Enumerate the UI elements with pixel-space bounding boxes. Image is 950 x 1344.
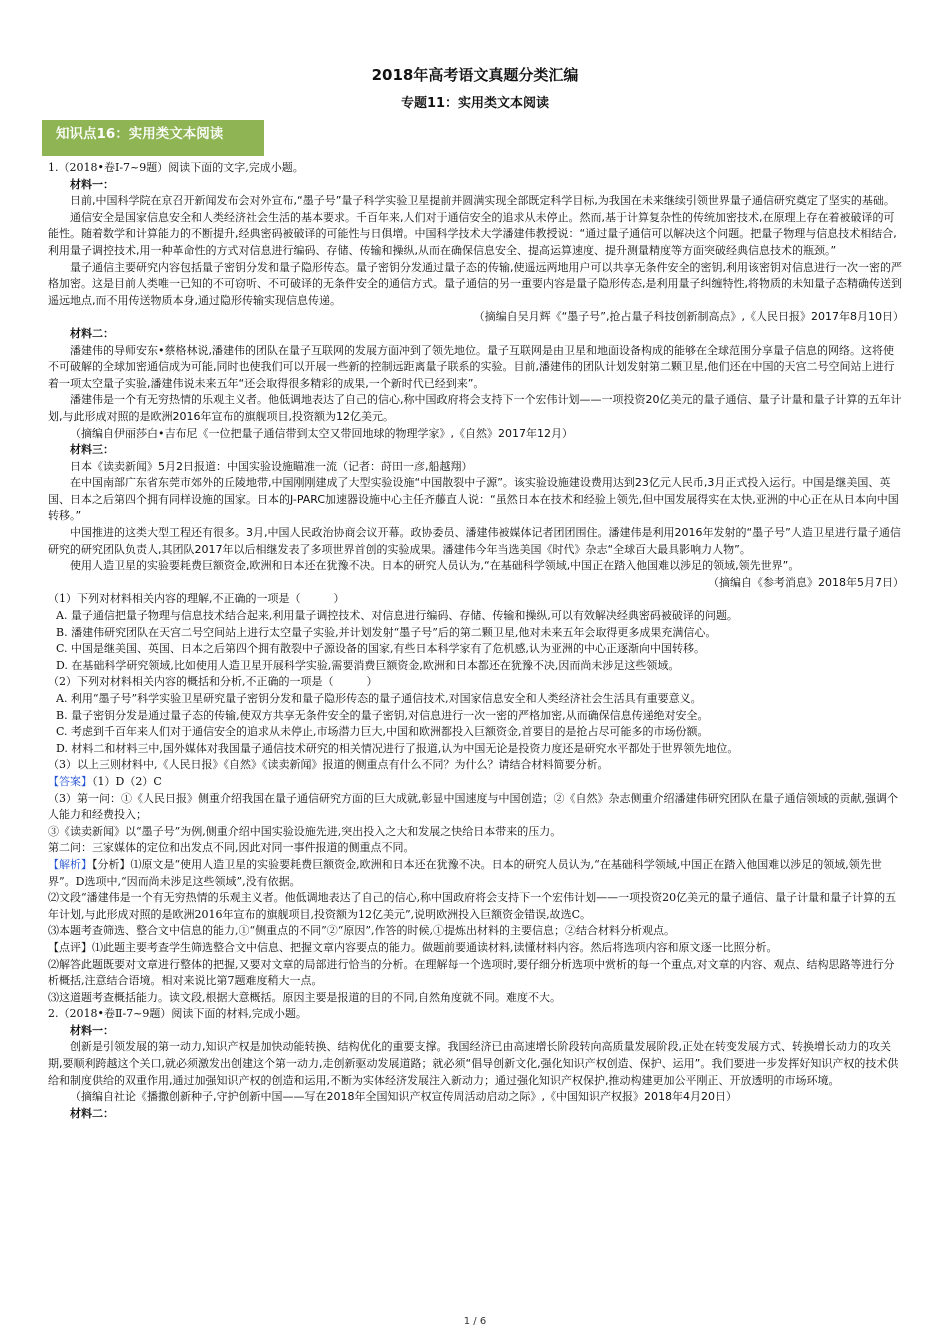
answer-paragraph: ③《读卖新闻》以“墨子号”为例,侧重介绍中国实验设施先进,突出投入之大和发展之快给日本带来的压力。 <box>48 824 562 838</box>
option-a: A. 量子通信把量子物理与信息技术结合起来,利用量子调控技术、对信息进行编码、存储、传输和操纵,可以有效解决经典密码被破译的问题。 <box>56 609 738 623</box>
analysis-paragraph: ⑶本题考查筛选、整合文中信息的能力,①“侧重点的不同”②“原因”,作答的时候,①提炼出材料的主要信息；②结合材料分析观点。 <box>48 924 675 938</box>
sub-question-3: （3）以上三则材料中,《人民日报》《自然》《读卖新闻》报道的侧重点有什么不同？为什么？请结合材料简要分析。 <box>48 758 609 772</box>
material-1-label: 材料一： <box>70 1023 114 1037</box>
option-c: C. 考虑到千百年来人们对于通信安全的追求从未停止,市场潜力巨大,中国和欧洲都投入巨额资金,首要目的是抢占尽可能多的市场份额。 <box>56 725 709 739</box>
material-2-label: 材料二： <box>70 326 114 340</box>
option-b: B. 潘建伟研究团队在天宫二号空间站上进行太空量子实验,并计划发射“墨子号”后的第二颗卫星,他对未来五年会取得更多成果充满信心。 <box>56 625 717 639</box>
document-title: 2018年高考语文真题分类汇编 <box>371 66 579 84</box>
paragraph: 日前,中国科学院在京召开新闻发布会对外宣布,“墨子号”量子科学实验卫星提前并圆满实现全部既定科学目标,为我国在未来继续引领世界量子通信研究奠定了坚实的基础。 <box>70 194 895 208</box>
paragraph: 在中国南部广东省东莞市郊外的丘陵地带,中国刚刚建成了大型实验设施“中国散裂中子源”。该实验设施建设费用达到23亿元人民币,3月正式投入运行。中国是继美国、英国、日本之后第四个拥有同样设施的国家。日本的J-PARC加速器设施中心主任齐藤直人说：“虽然日本在技术和经验上领先,但中国发展得实在太快,亚洲的中心正在从日本向中国转移。” <box>48 476 899 523</box>
sub-question-2: （2）下列对材料相关内容的概括和分析,不正确的一项是（ ） <box>48 675 378 689</box>
answer-paragraph: 第二问：三家媒体的定位和出发点不同,因此对同一事件报道的侧重点不同。 <box>48 841 415 855</box>
paragraph: 使用人造卫星的实验要耗费巨额资金,欧洲和日本还在犹豫不决。日本的研究人员认为,“在基础科学领域,中国正在踏入他国难以涉足的领域,领先世界”。 <box>70 559 800 573</box>
paragraph: 潘建伟的导师安东•蔡格林说,潘建伟的团队在量子互联网的发展方面冲到了领先地位。量子互联网是由卫星和地面设备构成的能够在全球范围分享量子信息的网络。这将使不可破解的全球加密通信成为可能,同时也使我们可以开展一些新的控制远距离量子联系的实验。目前,潘建伟的团队计划发射第二颗卫星,他们还在中国的天宫二号空间站上进行着一项太空量子实验,潘建伟说未来五年“还会取得很多精彩的成果,一个新时代已经到来”。 <box>48 343 895 390</box>
option-b: B. 量子密钥分发是通过量子态的传输,使双方共享无条件安全的量子密钥,对信息进行一次一密的严格加密,从而确保信息传递绝对安全。 <box>56 708 709 722</box>
paragraph: 日本《读卖新闻》5月2日报道：中国实验设施瞄准一流（记者：莳田一彦,船越翔） <box>70 459 473 473</box>
document-body <box>48 160 904 1122</box>
paragraph: 量子通信主要研究内容包括量子密钥分发和量子隐形传态。量子密钥分发通过量子态的传输,使遥远两地用户可以共享无条件安全的密钥,利用该密钥对信息进行一次一密的严格加密。这是目前人类唯一已知的不可窃听、不可破译的无条件安全的通信方式。量子通信的另一重要内容是量子隐形传态,是利用量子纠缠特性,将物质的未知量子态精确传送到遥远地点,而不用传送物质本身,通过隐形传输实现信息传递。 <box>48 260 902 307</box>
source-citation: （摘编自吴月辉《“墨子号”,抢占量子科技创新制高点》,《人民日报》2017年8月10日） <box>473 310 904 324</box>
analysis-text: 【分析】⑴原文是“使用人造卫星的实验要耗费巨额资金,欧洲和日本还在犹豫不决。日本的研究人员认为,“在基础科学领域,中国正在踏入他国难以涉足的领域,领先世界”。D选项中,“因而尚未涉足这些领域”,没有依据。 <box>48 857 882 888</box>
page-number: 1 / 6 <box>463 1316 487 1327</box>
option-d: D. 材料二和材料三中,国外媒体对我国量子通信技术研究的相关情况进行了报道,认为中国无论是投资力度还是研究水平都处于世界领先地位。 <box>56 741 739 755</box>
option-d: D. 在基础科学研究领域,比如使用人造卫星开展科学实验,需要消费巨额资金,欧洲和日本都还在犹豫不决,因而尚未涉足这些领域。 <box>56 658 680 672</box>
question-1-intro: 1.（2018•卷Ⅰ-7~9题）阅读下面的文字,完成小题。 <box>48 161 304 174</box>
answer-text: （1）D（2）C <box>92 774 162 788</box>
source-citation: （摘编自《参考消息》2018年5月7日） <box>708 575 904 589</box>
sub-question-1: （1）下列对材料相关内容的理解,不正确的一项是（ ） <box>48 592 345 606</box>
answer-paragraph: （3）第一问：①《人民日报》侧重介绍我国在量子通信研究方面的巨大成就,彰显中国速度与中国创造；②《自然》杂志侧重介绍潘建伟研究团队在量子通信领域的贡献,强调个人能力和经费投入； <box>48 791 898 822</box>
material-1-label: 材料一： <box>70 177 114 191</box>
analysis-paragraph: ⑵解答此题既要对文章进行整体的把握,又要对文章的局部进行恰当的分析。在理解每一个选项时,要仔细分析选项中赏析的每一个重点,对文章的内容、观点、结构思路等进行分析概括,注意结合语境。相对来说比第7题难度稍大一点。 <box>48 957 895 988</box>
analysis-tag: 【解析】 <box>48 857 92 871</box>
material-2-label: 材料二： <box>70 1106 114 1120</box>
paragraph: 潘建伟是一个有无穷热情的乐观主义者。他低调地表达了自己的信心,称中国政府将会支持下一个宏伟计划——一项投资20亿美元的量子通信、量子计量和量子计算的五年计划,与此形成对照的是欧洲2016年宣布的旗舰项目,投资额为12亿美元。 <box>48 393 902 423</box>
paragraph: 创新是引领发展的第一动力,知识产权是加快动能转换、结构优化的重要支撑。我国经济已由高速增长阶段转向高质量发展阶段,正处在转变发展方式、转换增长动力的攻关期,要顺利跨越这个关口,就必须激发出创建这个第一动力,走创新驱动发展道路；就必须“倡导创新文化,强化知识产权创造、保护、运用”。我们要进一步发挥好知识产权的技术供给和制度供给的双重作用,通过加强知识产权的创造和运用,不断为实体经济发展注入新动力；通过强化知识产权保护,推动构建更加公平刚正、开放透明的市场环境。 <box>48 1040 899 1087</box>
analysis-paragraph: 【点评】⑴此题主要考查学生筛选整合文中信息、把握文章内容要点的能力。做题前要通读材料,读懂材料内容。然后将选项内容和原文逐一比照分析。 <box>48 940 778 954</box>
answer-line <box>48 774 904 791</box>
material-3-label: 材料三： <box>70 443 114 457</box>
analysis-paragraph: ⑵文段“潘建伟是一个有无穷热情的乐观主义者。他低调地表达了自己的信心,称中国政府将会支持下一个宏伟计划——一项投资20亿美元的量子通信、量子计量和量子计算的五年计划,与此形成对照的是欧洲2016年宣布的旗舰项目,投资额为12亿美元”,说明欧洲投入巨额资金错误,故选C。 <box>48 891 897 921</box>
document-subtitle: 专题11：实用类文本阅读 <box>400 96 550 111</box>
paragraph: 中国推进的这类大型工程还有很多。3月,中国人民政治协商会议开幕。政协委员、潘建伟被媒体记者团团围住。潘建伟是利用2016年发射的“墨子号”人造卫星进行量子通信研究的研究团队负责人,其团队2017年以后相继发表了多项世界首创的实验成果。潘建伟今年当选美国《时代》杂志“全球百大最具影响力人物”。 <box>48 526 901 556</box>
analysis-line <box>48 857 904 890</box>
analysis-paragraph: ⑶这道题考查概括能力。读文段,根据大意概括。原因主要是报道的目的不同,自然角度就不同。难度不大。 <box>48 990 561 1004</box>
answer-tag: 【答案】 <box>48 774 92 788</box>
paragraph: 通信安全是国家信息安全和人类经济社会生活的基本要求。千百年来,人们对于通信安全的追求从未停止。然而,基于计算复杂性的传统加密技术,在原理上存在着被破译的可能性。随着数学和计算能力的不断提升,经典密码被破译的可能性与日俱增。中国科学技术大学潘建伟教授说：“通过量子通信可以解决这个问题。把量子物理与信息技术相结合,利用量子调控技术,用一种革命性的方式对信息进行编码、存储、传输和操纵,从而在确保信息安全、提高运算速度、提升测量精度等方面突破经典信息技术的瓶颈。” <box>48 210 897 257</box>
option-c: C. 中国是继美国、英国、日本之后第四个拥有散裂中子源设备的国家,有些日本科学家有了危机感,认为亚洲的中心正逐渐向中国转移。 <box>56 642 706 656</box>
section-banner: 知识点16：实用类文本阅读 <box>42 120 264 156</box>
option-a: A. 利用“墨子号”科学实验卫星研究量子密钥分发和量子隐形传态的量子通信技术,对国家信息安全和人类经济社会生活具有重要意义。 <box>56 692 702 705</box>
question-2-intro: 2.（2018•卷Ⅱ-7~9题）阅读下面的材料,完成小题。 <box>48 1007 307 1021</box>
source-citation: （摘编自社论《播撒创新种子,守护创新中国——写在2018年全国知识产权宣传周活动启动之际》,《中国知识产权报》2018年4月20日） <box>70 1090 737 1104</box>
source-citation: （摘编自伊丽莎白•吉布尼《一位把量子通信带到太空又带回地球的物理学家》,《自然》2017年12月） <box>70 426 573 440</box>
